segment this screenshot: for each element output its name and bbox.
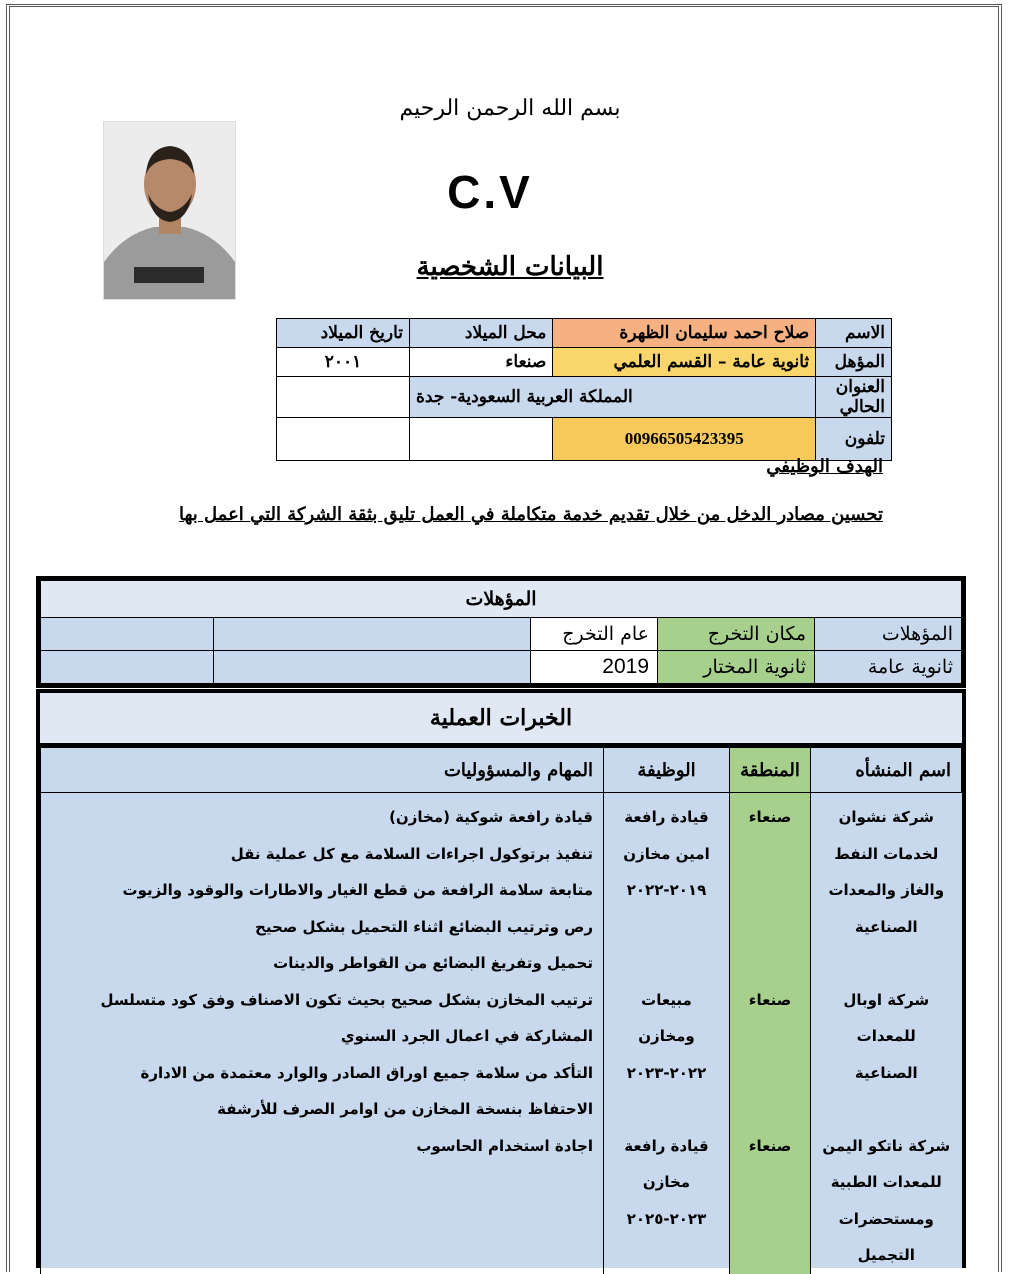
- task-line: تنفيذ برتوكول اجراءات السلامة مع كل عملية نقل: [230, 844, 593, 863]
- company-line: الصناعية: [854, 917, 918, 936]
- exp-header-tasks: المهام والمسؤوليات: [41, 748, 604, 793]
- company-line: لخدمات النفط: [834, 844, 939, 863]
- job-line: قيادة رافعة: [624, 808, 709, 826]
- address-label: العنوان الحالي: [816, 377, 892, 418]
- empty-cell: [41, 618, 214, 651]
- objective-heading: الهدف الوظيفي: [766, 456, 883, 477]
- task-line: اجادة استخدام الحاسوب: [416, 1136, 593, 1155]
- company-line: للمعدات الطبية: [830, 1173, 942, 1191]
- tasks-cell: [41, 793, 604, 982]
- qual-header: مكان التخرج: [658, 618, 815, 651]
- qualifications-title: المؤهلات: [41, 581, 962, 618]
- job-cell: [604, 982, 730, 1128]
- job-line: ٢٠٢٣-٢٠٢٥: [626, 1209, 707, 1228]
- job-line: امين مخازن: [623, 844, 710, 863]
- experience-table: [40, 747, 962, 1274]
- task-line: المشاركة في اعمال الجرد السنوي: [340, 1027, 593, 1045]
- birthdate-value: ٢٠٠١: [277, 348, 410, 377]
- name-label: الاسم: [816, 319, 892, 348]
- job-cell: [604, 1128, 730, 1274]
- qualifications-section: [36, 576, 966, 688]
- exp-header-job: الوظيفة: [604, 748, 730, 793]
- zone-value: صنعاء: [748, 1136, 792, 1155]
- empty-cell: [277, 377, 410, 418]
- qual-value: ثانوية عامة: [815, 651, 962, 684]
- company-line: ومستحضرات: [838, 1209, 934, 1228]
- table-row: [41, 982, 962, 1128]
- job-cell: [604, 793, 730, 982]
- birthdate-label: تاريخ الميلاد: [277, 319, 410, 348]
- personal-info-table: [276, 318, 892, 461]
- zone-value: صنعاء: [748, 990, 792, 1009]
- company-line: شركة ناتكو اليمن: [822, 1136, 951, 1155]
- job-line: ٢٠١٩-٢٠٢٢: [626, 881, 707, 899]
- qualifications-table: [40, 580, 962, 684]
- tasks-cell: [41, 982, 604, 1128]
- job-line: ٢٠٢٢-٢٠٢٣: [626, 1063, 707, 1082]
- qual-header: المؤهلات: [815, 618, 962, 651]
- address-value-text: المملكة العربية السعودية- جدة: [415, 387, 633, 407]
- experience-section: [36, 689, 966, 1268]
- job-line: مخازن: [642, 1173, 691, 1191]
- qual-value: ثانوية المختار: [658, 651, 815, 684]
- cv-title: C.V: [447, 166, 533, 218]
- basmala: بسم الله الرحمن الرحيم: [399, 96, 621, 121]
- table-row: [41, 1128, 962, 1274]
- empty-cell: [214, 618, 531, 651]
- job-line: قيادة رافعة: [624, 1136, 709, 1155]
- task-line: ترتيب المخازن بشكل صحيح بحيث تكون الاصناف وفق كود متسلسل: [100, 990, 593, 1009]
- phone-value: 00966505423395: [553, 418, 816, 461]
- empty-cell: [409, 418, 552, 461]
- personal-data-title: البيانات الشخصية: [416, 252, 604, 282]
- exp-header-company: اسم المنشأه: [811, 748, 962, 793]
- company-line: للمعدات: [856, 1027, 916, 1045]
- job-line: مبيعات: [641, 990, 692, 1009]
- empty-cell: [41, 651, 214, 684]
- qualification-label: المؤهل: [816, 348, 892, 377]
- table-row: [41, 793, 962, 982]
- person-photo-icon: [104, 122, 235, 299]
- qualification-value: ثانوية عامة – القسم العلمي: [553, 348, 816, 377]
- company-cell: [811, 982, 962, 1128]
- task-line: الاحتفاظ بنسخة المخازن من اوامر الصرف للأرشفة: [217, 1100, 593, 1118]
- company-cell: [811, 1128, 962, 1274]
- phone-label: تلفون: [816, 418, 892, 461]
- zone-cell: [730, 982, 811, 1128]
- company-line: التجميل: [857, 1246, 915, 1264]
- qual-header: عام التخرج: [531, 618, 658, 651]
- zone-value: صنعاء: [748, 808, 792, 826]
- address-value: [409, 377, 815, 418]
- task-line: التأكد من سلامة جميع اوراق الصادر والوارد معتمدة من الادارة: [140, 1063, 593, 1082]
- tasks-cell: [41, 1128, 604, 1274]
- birthplace-label: محل الميلاد: [409, 319, 552, 348]
- task-line: قيادة رافعة شوكية (مخازن): [389, 808, 593, 826]
- qual-value: 2019: [531, 651, 658, 684]
- task-line: رص وترتيب البضائع اثناء التحميل بشكل صحيح: [255, 917, 593, 936]
- birthplace-value: صنعاء: [409, 348, 552, 377]
- zone-cell: [730, 793, 811, 982]
- company-line: شركة اوبال: [843, 990, 930, 1009]
- company-line: الصناعية: [854, 1063, 918, 1082]
- objective-text: تحسين مصادر الدخل من خلال تقديم خدمة متكاملة في العمل تليق بثقة الشركة التي اعمل بها: [178, 504, 883, 525]
- task-line: تحميل وتفريغ البضائع من القواطر والدينات: [273, 954, 593, 972]
- zone-cell: [730, 1128, 811, 1274]
- profile-photo: [103, 121, 236, 300]
- experience-title: الخبرات العملية: [40, 693, 962, 747]
- task-line: متابعة سلامة الرافعة من قطع الغيار والاطارات والوقود والزيوت: [122, 881, 593, 899]
- company-line: شركة نشوان: [838, 808, 934, 826]
- empty-cell: [277, 418, 410, 461]
- name-value: صلاح احمد سليمان الظهرة: [553, 319, 816, 348]
- empty-cell: [214, 651, 531, 684]
- job-line: ومخازن: [638, 1027, 695, 1045]
- exp-header-zone: المنطقة: [730, 748, 811, 793]
- company-line: والغاز والمعدات: [828, 881, 945, 899]
- spacer: [821, 1091, 952, 1128]
- spacer: [821, 945, 952, 982]
- company-cell: [811, 793, 962, 982]
